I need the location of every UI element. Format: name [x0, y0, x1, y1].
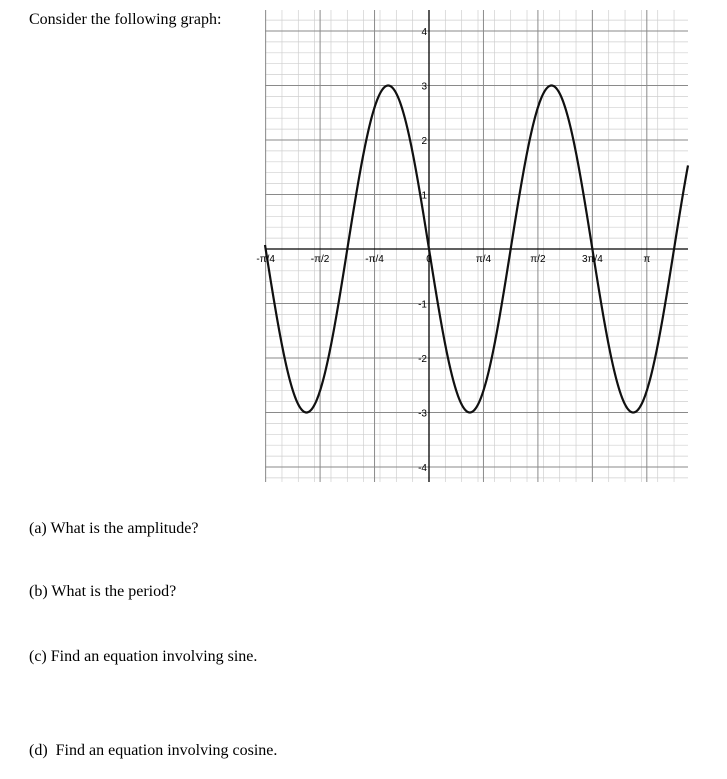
y-tick-label: 4 [421, 27, 427, 38]
x-tick-label: 3π/4 [581, 254, 603, 265]
y-tick-label: -1 [418, 299, 427, 311]
question-c: (c) Find an equation involving sine. [29, 648, 258, 665]
y-tick-label: -4 [418, 463, 427, 474]
x-tick-label: 0 [426, 254, 432, 265]
x-tick-label: π [643, 254, 651, 265]
x-tick-label: π/2 [530, 254, 546, 265]
sine-graph [256, 10, 688, 482]
y-tick-label: -2 [418, 354, 427, 365]
x-tick-label: π/4 [475, 254, 492, 265]
x-tick-label: -π/4 [256, 254, 275, 265]
problem-intro: Consider the following graph: [29, 11, 222, 28]
y-tick-label: 1 [421, 190, 427, 202]
question-d: (d) Find an equation involving cosine. [29, 742, 278, 759]
y-tick-label: 2 [421, 136, 427, 147]
y-tick-label: 3 [421, 81, 427, 93]
x-tick-label: -π/2 [310, 254, 330, 265]
x-tick-label: -π/4 [365, 254, 384, 265]
question-a: (a) What is the amplitude? [29, 520, 199, 537]
y-tick-label: -3 [418, 408, 427, 420]
question-b: (b) What is the period? [29, 583, 177, 600]
